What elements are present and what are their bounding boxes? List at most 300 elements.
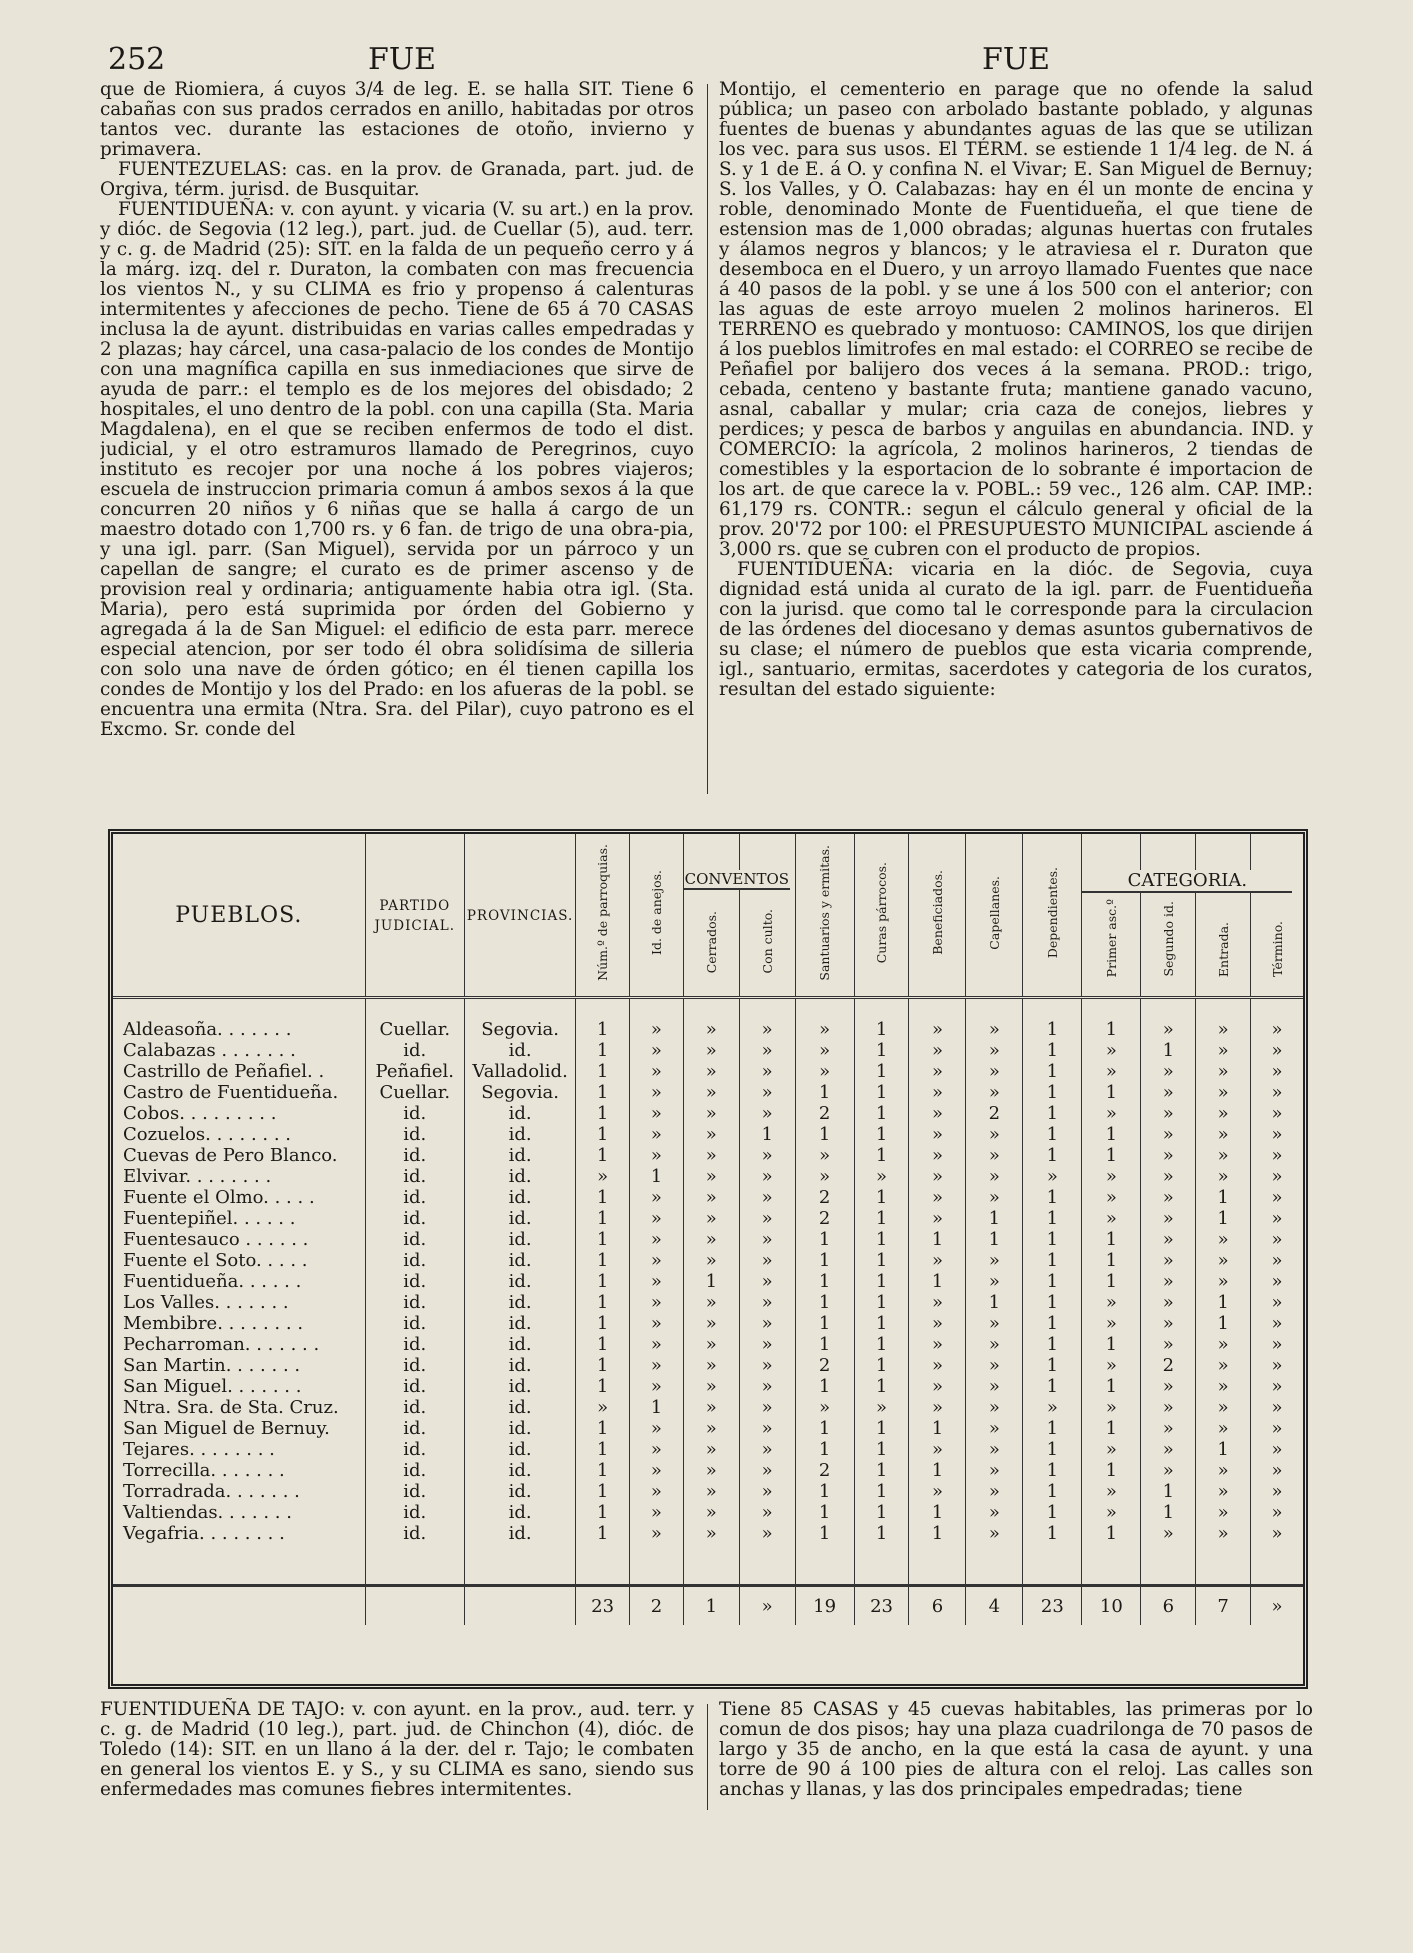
table-cell: id. bbox=[464, 1208, 575, 1229]
table-cell: » bbox=[1141, 1292, 1196, 1313]
table-cell: » bbox=[683, 1397, 739, 1418]
table-cell: » bbox=[1196, 1481, 1251, 1502]
table-cell: » bbox=[630, 1103, 684, 1124]
table-cell: » bbox=[739, 1040, 795, 1061]
table-cell: » bbox=[1141, 1145, 1196, 1166]
table-cell: id. bbox=[464, 1397, 575, 1418]
table-cell: id. bbox=[464, 1502, 575, 1523]
table-cell: » bbox=[795, 1040, 854, 1061]
table-cell: 1 bbox=[795, 1229, 854, 1250]
table-cell: » bbox=[1251, 1103, 1303, 1124]
table-row bbox=[113, 1292, 1303, 1313]
table-cell: » bbox=[1251, 1313, 1303, 1334]
table-cell: 1 bbox=[854, 1313, 909, 1334]
col-header-dependientes: Dependientes. bbox=[1023, 834, 1082, 998]
pueblo-name-cell: San Martin. . . . . . . bbox=[123, 1355, 301, 1376]
table-cell: id. bbox=[464, 1145, 575, 1166]
table-cell: id. bbox=[464, 1250, 575, 1271]
table-cell: » bbox=[1196, 1271, 1251, 1292]
table-cell: 1 bbox=[1023, 1355, 1082, 1376]
table-cell: Cuellar. bbox=[365, 1082, 464, 1103]
pueblo-name-cell: Ntra. Sra. de Sta. Cruz. bbox=[123, 1397, 339, 1418]
entry-fuentezuelas: FUENTEZUELAS: cas. en la prov. de Granada, part. jud. de Orgiva, térm. jurisd. de Busquitar. bbox=[100, 159, 694, 200]
table-cell: 1 bbox=[795, 1502, 854, 1523]
table-cell: » bbox=[966, 1166, 1023, 1187]
table-cell: » bbox=[1082, 1502, 1141, 1523]
table-row bbox=[113, 1166, 1303, 1187]
col-header-pueblos: PUEBLOS. bbox=[113, 834, 365, 998]
table-cell: » bbox=[739, 1376, 795, 1397]
table-cell: Peñafiel. bbox=[365, 1061, 464, 1082]
table-row bbox=[113, 1313, 1303, 1334]
table-cell: » bbox=[1251, 1271, 1303, 1292]
table-cell: » bbox=[1251, 1481, 1303, 1502]
table-row bbox=[113, 1439, 1303, 1460]
table-cell: 1 bbox=[576, 1250, 630, 1271]
table-cell: » bbox=[683, 1061, 739, 1082]
table-cell: » bbox=[739, 1481, 795, 1502]
table-cell: » bbox=[1082, 1040, 1141, 1061]
table-cell: 1 bbox=[1023, 1250, 1082, 1271]
table-cell: » bbox=[795, 1145, 854, 1166]
table-cell: 1 bbox=[576, 1229, 630, 1250]
table-cell: 1 bbox=[1082, 1334, 1141, 1355]
table-cell: » bbox=[1196, 1103, 1251, 1124]
entry-fuentiduena: FUENTIDUEÑA: v. con ayunt. y vicaria (V. su art.) en la prov. y dióc. de Segovia (12 leg.), part. jud. de Cuellar (5), aud. terr. y c. g. de Madrid (25): SIT. en la falda de un pequeño cerro y á la márg. izq. del r. Duraton, la combaten con mas frecuencia los vientos N., y su CLIMA es frio y propenso á calenturas intermitentes y afecciones de pecho. Tiene de 65 á 70 CASAS inclusa la de ayunt. distribuidas en varias calles empedradas y 2 plazas; hay cárcel, una casa-palacio de los condes de Montijo con una magnífica capilla en sus inmediaciones que sirve de ayuda de parr.: el templo es de los mejores del obisdado; 2 hospitales, el uno dentro de la pobl. con una capilla (Sta. Maria Magdalena), en el que se reciben enfermos de todo el dist. judicial, y el otro estramuros llamado de Peregrinos, cuyo instituto es recojer por una noche á los pobres viajeros; escuela de instruccion primaria comun á ambos sexos á la que concurren 20 niños y 6 niñas que se halla á cargo de un maestro dotado con 1,700 rs. y 6 fan. de trigo de una obra-pia, y una igl. parr. (San Miguel), servida por un párroco y un capellan de sangre; el curato es de primer ascenso y de provision real y ordinaria; antiguamente habia otra igl. (Sta. Maria), pero está suprimida por órden del Gobierno y agregada á la de San Miguel: el edificio de esta parr. merece especial atencion, por ser todo él obra solidísima de silleria con solo una nave de órden gótico; en él tienen capilla los condes de Montijo y los del Prado: en los afueras de la pobl. se encuentra una ermita (Ntra. Sra. del Pilar), cuyo patrono es el Excmo. Sr. conde del bbox=[100, 199, 694, 740]
table-cell: 1 bbox=[854, 1481, 909, 1502]
table-cell: id. bbox=[365, 1103, 464, 1124]
table-cell: 1 bbox=[1023, 1208, 1082, 1229]
table-cell: » bbox=[1196, 1061, 1251, 1082]
col-header-partido: PARTIDO JUDICIAL. bbox=[365, 834, 464, 998]
table-cell: 1 bbox=[683, 1271, 739, 1292]
table-row bbox=[113, 1355, 1303, 1376]
table-cell: » bbox=[630, 1523, 684, 1544]
entry-fuentiduena-de-tajo: FUENTIDUEÑA DE TAJO: v. con ayunt. en la prov., aud. terr. y c. g. de Madrid (10 leg.), part. jud. de Chinchon (4), dióc. de Toledo (14): SIT. en un llano á la der. del r. Tajo; le combaten en general los vientos E. y S., y su CLIMA es sano, siendo sus enfermedades mas comunes fiebres intermitentes. bbox=[100, 1699, 694, 1800]
table-cell: id. bbox=[365, 1292, 464, 1313]
col-header-segundo: Segundo id. bbox=[1141, 834, 1196, 998]
table-cell: 1 bbox=[1023, 1292, 1082, 1313]
table-cell: » bbox=[966, 1502, 1023, 1523]
table-cell: » bbox=[909, 1124, 966, 1145]
table-cell: id. bbox=[464, 1376, 575, 1397]
table-cell: id. bbox=[365, 1166, 464, 1187]
table-cell: » bbox=[683, 1250, 739, 1271]
table-cell: » bbox=[1196, 1397, 1251, 1418]
table-cell: 1 bbox=[854, 1418, 909, 1439]
pueblo-name-cell: Elvivar. . . . . . . . bbox=[123, 1166, 272, 1187]
table-cell: 6 bbox=[1141, 1586, 1196, 1626]
table-cell: » bbox=[630, 1439, 684, 1460]
table-cell: 1 bbox=[854, 1103, 909, 1124]
table-cell: 1 bbox=[576, 1376, 630, 1397]
table-cell: 1 bbox=[795, 1082, 854, 1103]
table-cell: » bbox=[683, 1292, 739, 1313]
table-cell: » bbox=[630, 1040, 684, 1061]
table-cell: 1 bbox=[1023, 1460, 1082, 1481]
page-number: 252 bbox=[108, 42, 166, 77]
table-cell: » bbox=[1082, 1061, 1141, 1082]
table-row bbox=[113, 1397, 1303, 1418]
table-cell: » bbox=[739, 1019, 795, 1040]
table-cell: id. bbox=[365, 1208, 464, 1229]
table-cell: » bbox=[683, 1481, 739, 1502]
table-row bbox=[113, 1460, 1303, 1481]
table-cell: » bbox=[1196, 1082, 1251, 1103]
table-cell: 1 bbox=[576, 1292, 630, 1313]
table-row bbox=[113, 1376, 1303, 1397]
table-cell: 1 bbox=[1023, 1418, 1082, 1439]
table-cell: 1 bbox=[1023, 1145, 1082, 1166]
table-cell: 2 bbox=[795, 1187, 854, 1208]
table-cell: » bbox=[966, 1082, 1023, 1103]
table-cell: 1 bbox=[795, 1334, 854, 1355]
table-row bbox=[113, 1271, 1303, 1292]
table-cell: » bbox=[630, 1481, 684, 1502]
pueblo-name-cell bbox=[113, 1586, 365, 1626]
col-header-parroquias: Núm.º de parroquias. bbox=[576, 834, 630, 998]
table-cell: » bbox=[1251, 1355, 1303, 1376]
table-cell: » bbox=[630, 1355, 684, 1376]
table-cell: » bbox=[966, 1418, 1023, 1439]
table-row bbox=[113, 1334, 1303, 1355]
table-cell: » bbox=[1251, 1418, 1303, 1439]
table-cell: 1 bbox=[854, 1355, 909, 1376]
group-header-conventos: CONVENTOS bbox=[684, 870, 790, 888]
col-header-capellanes: Capellanes. bbox=[966, 834, 1023, 998]
table-cell bbox=[365, 1586, 464, 1626]
table-cell: id. bbox=[464, 1124, 575, 1145]
table-cell: 1 bbox=[576, 1103, 630, 1124]
column-divider bbox=[707, 84, 708, 794]
table-cell: » bbox=[683, 1439, 739, 1460]
table-cell: 2 bbox=[966, 1103, 1023, 1124]
table-cell: » bbox=[966, 1376, 1023, 1397]
table-cell: » bbox=[1196, 1166, 1251, 1187]
table-cell: 6 bbox=[909, 1586, 966, 1626]
table-cell: 1 bbox=[683, 1586, 739, 1626]
table-cell: id. bbox=[464, 1313, 575, 1334]
pueblo-name-cell: San Miguel. . . . . . . bbox=[123, 1376, 302, 1397]
table-cell: 1 bbox=[1023, 1334, 1082, 1355]
col-header-entrada: Entrada. bbox=[1196, 834, 1251, 998]
table-cell bbox=[464, 1586, 575, 1626]
table-cell: id. bbox=[464, 1187, 575, 1208]
table-cell: 1 bbox=[1141, 1502, 1196, 1523]
table-cell: » bbox=[1196, 1355, 1251, 1376]
table-cell: 1 bbox=[1082, 1229, 1141, 1250]
table-cell: 1 bbox=[909, 1229, 966, 1250]
table-cell: 1 bbox=[854, 1145, 909, 1166]
table-cell: » bbox=[966, 1019, 1023, 1040]
table-cell: » bbox=[683, 1040, 739, 1061]
table-cell: » bbox=[739, 1061, 795, 1082]
pueblo-name-cell: Castrillo de Peñafiel. . bbox=[123, 1061, 325, 1082]
table-cell: » bbox=[1251, 1208, 1303, 1229]
table-cell: id. bbox=[365, 1334, 464, 1355]
table-cell: 2 bbox=[795, 1355, 854, 1376]
table-cell: 1 bbox=[1196, 1208, 1251, 1229]
table-cell: » bbox=[795, 1397, 854, 1418]
table-cell: » bbox=[909, 1376, 966, 1397]
table-cell: 1 bbox=[576, 1313, 630, 1334]
table-cell: » bbox=[1082, 1208, 1141, 1229]
table-cell: » bbox=[630, 1460, 684, 1481]
table-cell: » bbox=[683, 1313, 739, 1334]
table-cell: » bbox=[739, 1397, 795, 1418]
table-cell: 1 bbox=[1082, 1523, 1141, 1544]
table-cell: 1 bbox=[1023, 1271, 1082, 1292]
group-header-categoria: CATEGORIA. bbox=[1082, 870, 1292, 893]
table-cell: » bbox=[1196, 1040, 1251, 1061]
right-column bbox=[719, 80, 1313, 780]
table-cell: » bbox=[1251, 1439, 1303, 1460]
table-cell: id. bbox=[464, 1166, 575, 1187]
table-cell: id. bbox=[365, 1439, 464, 1460]
table-cell: » bbox=[1251, 1523, 1303, 1544]
table-cell: » bbox=[1141, 1313, 1196, 1334]
table-cell: 1 bbox=[1023, 1040, 1082, 1061]
table-cell: » bbox=[966, 1460, 1023, 1481]
table-row bbox=[113, 1103, 1303, 1124]
table-cell: » bbox=[630, 1019, 684, 1040]
table-cell: 1 bbox=[1082, 1250, 1141, 1271]
vicaria-table bbox=[108, 829, 1308, 1689]
pueblo-name-cell: Cobos. . . . . . . . . bbox=[123, 1103, 277, 1124]
table-cell: id. bbox=[365, 1418, 464, 1439]
table-cell: » bbox=[1141, 1103, 1196, 1124]
table-cell: id. bbox=[464, 1292, 575, 1313]
table-cell: » bbox=[966, 1397, 1023, 1418]
table-cell: » bbox=[683, 1502, 739, 1523]
table-cell: 1 bbox=[909, 1523, 966, 1544]
table-cell: 1 bbox=[909, 1502, 966, 1523]
col-header-termino: Término. bbox=[1251, 834, 1303, 998]
table-cell: » bbox=[1251, 1250, 1303, 1271]
table-cell: 1 bbox=[576, 1502, 630, 1523]
table-cell: 1 bbox=[576, 1523, 630, 1544]
pueblo-name-cell: Torradrada. . . . . . . bbox=[123, 1481, 300, 1502]
table-cell: 2 bbox=[795, 1103, 854, 1124]
table-cell: » bbox=[1251, 1040, 1303, 1061]
table-cell: » bbox=[683, 1334, 739, 1355]
table-cell: id. bbox=[464, 1334, 575, 1355]
table-cell: id. bbox=[464, 1481, 575, 1502]
table-cell: » bbox=[630, 1502, 684, 1523]
table-cell: » bbox=[1196, 1124, 1251, 1145]
table-cell: 1 bbox=[854, 1229, 909, 1250]
table-cell: » bbox=[630, 1271, 684, 1292]
table-cell: Valladolid. bbox=[464, 1061, 575, 1082]
table-cell: » bbox=[630, 1061, 684, 1082]
entry-fuentiduena-cont: Montijo, el cementerio en parage que no ofende la salud pública; un paseo con arbolado bastante poblado, y algunas fuentes de buenas y abundantes aguas de las que se utilizan los vec. para sus usos. El TÉRM. se estiende 1 1/4 leg. de N. á S. y 1 de E. á O. y confina N. el Vivar; E. San Miguel de Bernuy; S. los Valles, y O. Calabazas: hay en él un monte de encina y roble, denominado Monte de Fuentidueña, el que tiene de estension mas de 1,000 obradas; algunas huertas con frutales y álamos negros y blancos; y le atraviesa el r. Duraton que desemboca en el Duero, y un arroyo llamado Fuentes que nace á 40 pasos de la pobl. y se une á los 500 con el anterior; con las aguas de este arroyo muelen 2 molinos harineros. El TERRENO es quebrado y montuoso: CAMINOS, los que dirijen á los pueblos limitrofes en mal estado: el CORREO se recibe de Peñafiel por balijero dos veces á la semana. PROD.: trigo, cebada, centeno y bastante fruta; mantiene ganado vacuno, asnal, caballar y mular; cria caza de conejos, liebres y perdices; y pesca de barbos y anguilas en abundancia. IND. y COMERCIO: la agrícola, 2 molinos harineros, 2 tiendas de comestibles y la esportacion de lo sobrante é importacion de los art. de que carece la v. POBL.: 59 vec., 126 alm. CAP. IMP.: 61,179 rs. CONTR.: segun el cálculo general y oficial de la prov. 20'72 por 100: el PRESUPUESTO MUNICIPAL asciende á 3,000 rs. que se cubren con el producto de propios. bbox=[719, 80, 1313, 560]
table-cell: id. bbox=[365, 1502, 464, 1523]
table-cell: » bbox=[630, 1124, 684, 1145]
table-cell: 1 bbox=[1196, 1313, 1251, 1334]
table-cell: » bbox=[630, 1292, 684, 1313]
table-cell: 1 bbox=[966, 1208, 1023, 1229]
table-cell: 1 bbox=[576, 1145, 630, 1166]
table-cell: id. bbox=[464, 1271, 575, 1292]
table-row bbox=[113, 1124, 1303, 1145]
pueblo-name-cell: Valtiendas. . . . . . . bbox=[123, 1502, 292, 1523]
table-cell: » bbox=[683, 1229, 739, 1250]
table-cell: 1 bbox=[630, 1166, 684, 1187]
running-head-right: FUE bbox=[982, 42, 1050, 77]
table-cell: » bbox=[1196, 1334, 1251, 1355]
table-cell: 1 bbox=[966, 1292, 1023, 1313]
table-cell: » bbox=[909, 1334, 966, 1355]
table-cell: » bbox=[1082, 1397, 1141, 1418]
table-cell: id. bbox=[365, 1523, 464, 1544]
table-cell: 1 bbox=[1082, 1124, 1141, 1145]
table-cell: » bbox=[909, 1082, 966, 1103]
table-cell: id. bbox=[365, 1313, 464, 1334]
table-cell: 1 bbox=[630, 1397, 684, 1418]
table-cell: » bbox=[966, 1481, 1023, 1502]
table-cell: 1 bbox=[576, 1124, 630, 1145]
table-cell: » bbox=[683, 1145, 739, 1166]
table-totals-row bbox=[113, 1586, 1303, 1626]
table-cell: » bbox=[683, 1103, 739, 1124]
table-cell: » bbox=[909, 1481, 966, 1502]
table-cell: 1 bbox=[854, 1082, 909, 1103]
table-cell: id. bbox=[464, 1355, 575, 1376]
table-cell: 1 bbox=[795, 1313, 854, 1334]
table-cell: 1 bbox=[795, 1439, 854, 1460]
table-cell: » bbox=[739, 1166, 795, 1187]
pueblo-name-cell: Fuentidueña. . . . . . bbox=[123, 1271, 302, 1292]
table-cell: » bbox=[1141, 1376, 1196, 1397]
table-cell: » bbox=[854, 1166, 909, 1187]
table-cell: 1 bbox=[739, 1124, 795, 1145]
pueblo-name-cell: Vegafria. . . . . . . . bbox=[123, 1523, 285, 1544]
table-cell: 1 bbox=[795, 1271, 854, 1292]
table-cell: » bbox=[1141, 1166, 1196, 1187]
table-cell: » bbox=[1082, 1439, 1141, 1460]
table-row bbox=[113, 1145, 1303, 1166]
table-cell: » bbox=[1141, 1460, 1196, 1481]
table-cell: » bbox=[966, 1145, 1023, 1166]
table-cell: » bbox=[683, 1376, 739, 1397]
table-cell: » bbox=[1141, 1061, 1196, 1082]
table-cell: » bbox=[1251, 1502, 1303, 1523]
table-cell: 1 bbox=[795, 1523, 854, 1544]
table-cell: 1 bbox=[854, 1439, 909, 1460]
pueblo-name-cell: Cozuelos. . . . . . . . bbox=[123, 1124, 291, 1145]
table-cell: » bbox=[1196, 1418, 1251, 1439]
table-cell: 1 bbox=[1023, 1502, 1082, 1523]
table-cell: 1 bbox=[854, 1271, 909, 1292]
table-cell: 23 bbox=[1023, 1586, 1082, 1626]
table-cell: 1 bbox=[576, 1439, 630, 1460]
table-cell: » bbox=[630, 1082, 684, 1103]
table-row bbox=[113, 1061, 1303, 1082]
table-cell: » bbox=[1251, 1292, 1303, 1313]
pueblo-name-cell: Fuente el Olmo. . . . . bbox=[123, 1187, 315, 1208]
table-cell: » bbox=[909, 1208, 966, 1229]
table-cell: 1 bbox=[1082, 1082, 1141, 1103]
col-header-curas: Curas párrocos. bbox=[854, 834, 909, 998]
table-cell: 1 bbox=[1023, 1082, 1082, 1103]
table-cell: » bbox=[576, 1397, 630, 1418]
table-cell: id. bbox=[464, 1439, 575, 1460]
table-cell: » bbox=[1251, 1061, 1303, 1082]
table-cell: » bbox=[966, 1250, 1023, 1271]
col-header-provincias: PROVINCIAS. bbox=[464, 834, 575, 998]
table-cell: 1 bbox=[1196, 1187, 1251, 1208]
table-cell: » bbox=[909, 1145, 966, 1166]
table-cell: » bbox=[683, 1124, 739, 1145]
table-cell: 1 bbox=[966, 1229, 1023, 1250]
col-header-beneficiados: Beneficiados. bbox=[909, 834, 966, 998]
table-cell: 1 bbox=[854, 1124, 909, 1145]
table-cell: » bbox=[739, 1460, 795, 1481]
table-cell: » bbox=[909, 1313, 966, 1334]
table-cell: 4 bbox=[966, 1586, 1023, 1626]
table-cell: Segovia. bbox=[464, 1082, 575, 1103]
table-cell: » bbox=[1251, 1019, 1303, 1040]
table-cell: » bbox=[630, 1187, 684, 1208]
table-cell: id. bbox=[365, 1250, 464, 1271]
table-cell: id. bbox=[365, 1460, 464, 1481]
table-cell: » bbox=[966, 1061, 1023, 1082]
table-cell: 1 bbox=[1082, 1271, 1141, 1292]
table-cell: » bbox=[630, 1208, 684, 1229]
table-cell: 1 bbox=[1023, 1313, 1082, 1334]
table-row bbox=[113, 1082, 1303, 1103]
table-cell: » bbox=[1082, 1292, 1141, 1313]
table-cell: » bbox=[683, 1460, 739, 1481]
table-cell: » bbox=[909, 1292, 966, 1313]
table-cell: » bbox=[966, 1187, 1023, 1208]
table-cell: » bbox=[630, 1313, 684, 1334]
table-cell: 1 bbox=[1196, 1439, 1251, 1460]
table-cell: » bbox=[683, 1523, 739, 1544]
table-cell: » bbox=[909, 1103, 966, 1124]
table-cell: » bbox=[739, 1271, 795, 1292]
table-cell: » bbox=[909, 1355, 966, 1376]
table-cell: » bbox=[1082, 1313, 1141, 1334]
pueblo-name-cell: Los Valles. . . . . . . bbox=[123, 1292, 289, 1313]
table-cell: id. bbox=[464, 1040, 575, 1061]
table-cell: 1 bbox=[795, 1124, 854, 1145]
table-cell: Cuellar. bbox=[365, 1019, 464, 1040]
table-cell: » bbox=[739, 1103, 795, 1124]
table-cell: 7 bbox=[1196, 1586, 1251, 1626]
table-cell: 1 bbox=[1023, 1376, 1082, 1397]
table-row bbox=[113, 1229, 1303, 1250]
table-cell: » bbox=[683, 1019, 739, 1040]
table-cell: » bbox=[1082, 1166, 1141, 1187]
table-cell: 1 bbox=[1141, 1040, 1196, 1061]
table-cell: id. bbox=[464, 1460, 575, 1481]
table-cell: 1 bbox=[854, 1187, 909, 1208]
table-cell: 1 bbox=[1023, 1103, 1082, 1124]
table-cell: 19 bbox=[795, 1586, 854, 1626]
table-cell: » bbox=[739, 1334, 795, 1355]
table-cell: 1 bbox=[576, 1019, 630, 1040]
table-cell: » bbox=[1141, 1229, 1196, 1250]
table-cell: » bbox=[1251, 1145, 1303, 1166]
col-header-primer: CATEGORIA. Primer asc.º bbox=[1082, 834, 1141, 998]
table-cell: id. bbox=[464, 1418, 575, 1439]
table-cell: 1 bbox=[854, 1334, 909, 1355]
table-cell: » bbox=[966, 1313, 1023, 1334]
table-cell: » bbox=[966, 1271, 1023, 1292]
table-cell: » bbox=[683, 1208, 739, 1229]
table-cell: » bbox=[1196, 1523, 1251, 1544]
